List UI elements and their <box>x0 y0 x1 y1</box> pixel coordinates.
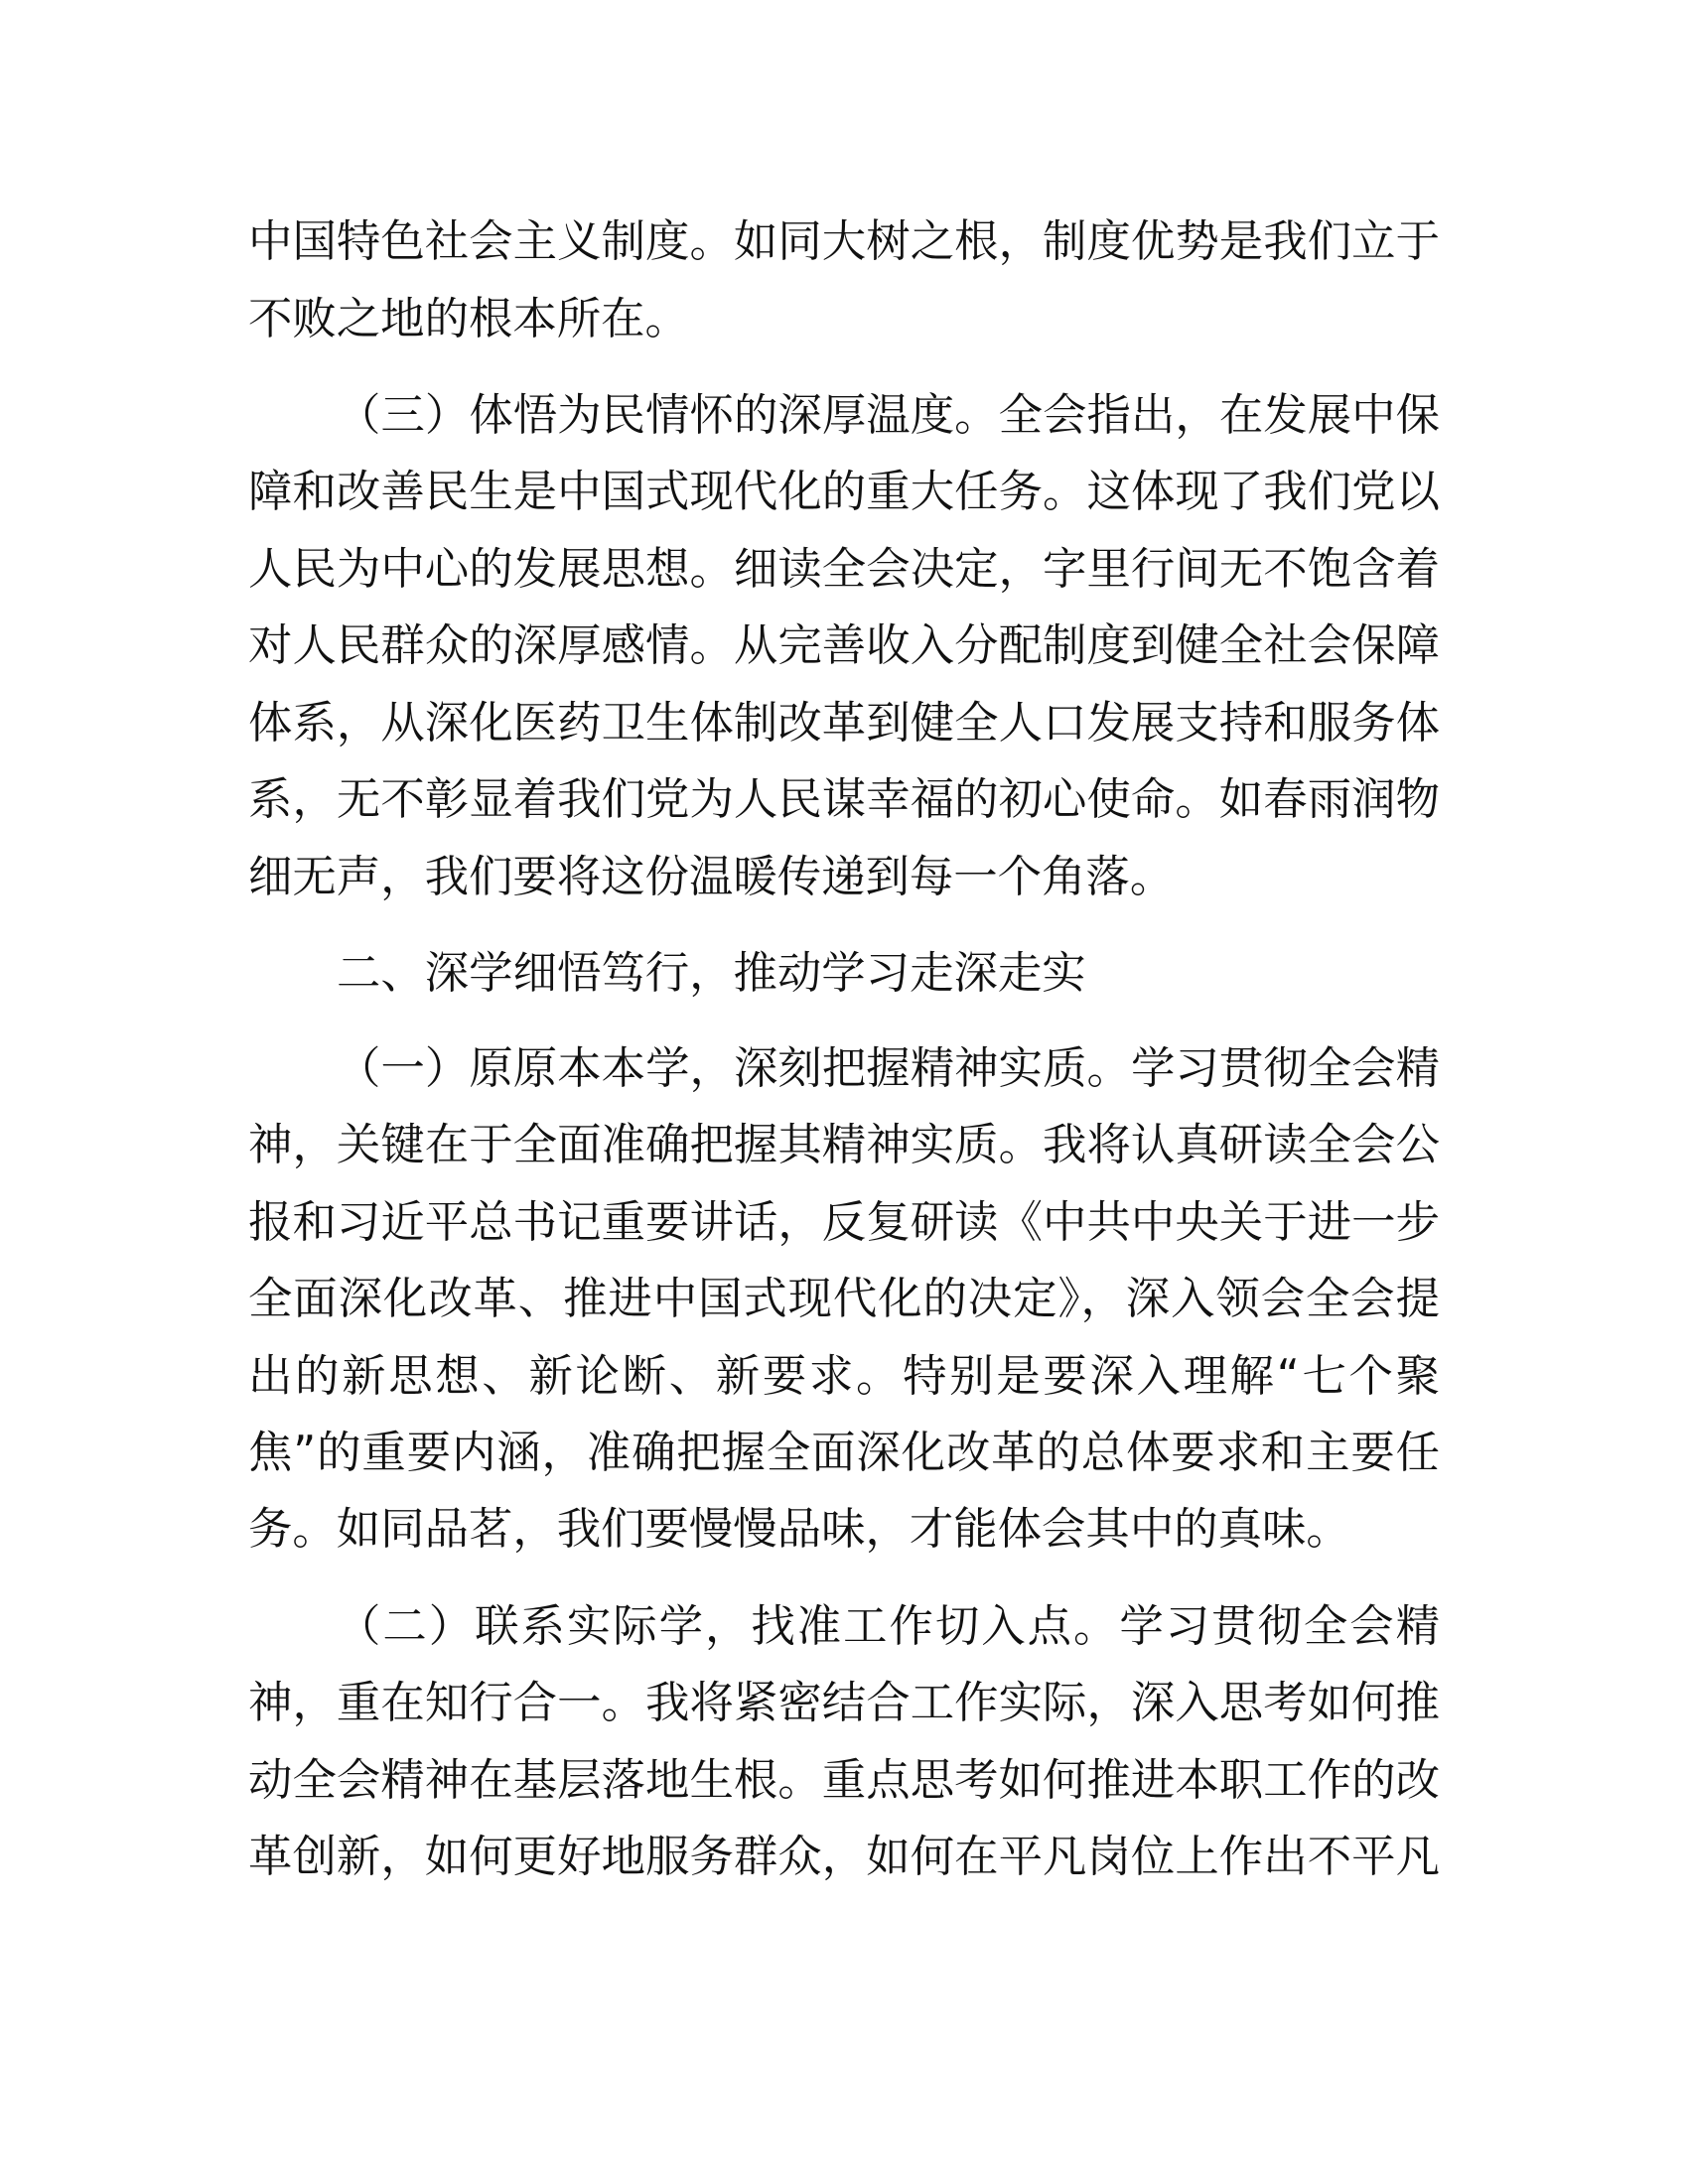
paragraph-line: 报和习近平总书记重要讲话，反复研读《中共中央关于进一步 <box>248 1197 1440 1248</box>
paragraph-line: 人民为中心的发展思想。细读全会决定，字里行间无不饱含着 <box>248 544 1440 595</box>
paragraph-line: 中国特色社会主义制度。如同大树之根，制度优势是我们立于 <box>248 216 1440 267</box>
paragraph-line: 动全会精神在基层落地生根。重点思考如何推进本职工作的改 <box>248 1755 1440 1806</box>
paragraph-line: 不败之地的根本所在。 <box>248 294 689 344</box>
section-heading: 二、深学细悟笃行，推动学习走深走实 <box>337 948 1086 999</box>
paragraph-first-line: （一）原原本本学，深刻把握精神实质。学习贯彻全会精 <box>337 1043 1440 1094</box>
paragraph-line: 细无声，我们要将这份温暖传递到每一个角落。 <box>248 852 1175 902</box>
paragraph-line: 体系，从深化医药卫生体制改革到健全人口发展支持和服务体 <box>248 698 1440 749</box>
paragraph-first-line: （二）联系实际学，找准工作切入点。学习贯彻全会精 <box>337 1601 1440 1652</box>
paragraph-line: 焦”的重要内涵，准确把握全面深化改革的总体要求和主要任 <box>248 1428 1440 1478</box>
paragraph-line: 障和改善民生是中国式现代化的重大任务。这体现了我们党以 <box>248 467 1440 517</box>
paragraph-line: 革创新，如何更好地服务群众，如何在平凡岗位上作出不平凡 <box>248 1832 1440 1882</box>
paragraph-line: 神，重在知行合一。我将紧密结合工作实际，深入思考如何推 <box>248 1678 1440 1728</box>
paragraph-line: 出的新思想、新论断、新要求。特别是要深入理解“七个聚 <box>248 1351 1440 1402</box>
paragraph-line: 神，关键在于全面准确把握其精神实质。我将认真研读全会公 <box>248 1120 1440 1170</box>
paragraph-line: 全面深化改革、推进中国式现代化的决定》，深入领会全会提 <box>248 1274 1440 1324</box>
paragraph-line: 系，无不彰显着我们党为人民谋幸福的初心使命。如春雨润物 <box>248 774 1440 825</box>
paragraph-first-line: （三）体悟为民情怀的深厚温度。全会指出，在发展中保 <box>337 390 1440 441</box>
paragraph-line: 务。如同品茗，我们要慢慢品味，才能体会其中的真味。 <box>248 1504 1350 1555</box>
paragraph-line: 对人民群众的深厚感情。从完善收入分配制度到健全社会保障 <box>248 620 1440 671</box>
